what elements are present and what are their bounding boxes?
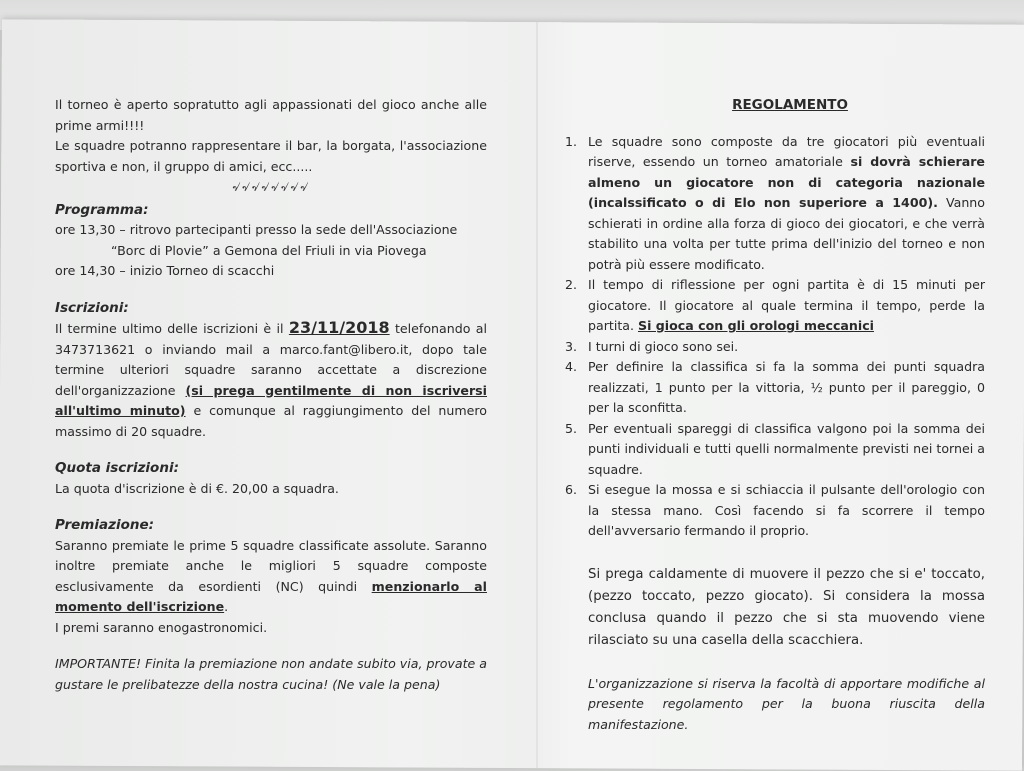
page-fold: [536, 22, 538, 768]
rule-text: Il tempo di riflessione per ogni partita è di 15 minuti per giocatore. Il giocatore al quale termina il tempo, perde la partita.: [588, 277, 985, 333]
iscrizioni-part-2: telefonando al 3473713621 o inviando mail a marco.fant@libero.it, dopo tale termine ulteriori squadre saranno accettate a discrezione dell'organizzazione: [55, 321, 487, 398]
programma-line-2: “Borc di Plovie” a Gemona del Friuli in via Piovega: [111, 242, 427, 258]
iscrizioni-deadline-date: 23/11/2018: [288, 318, 390, 337]
rule-text: I turni di gioco sono sei.: [588, 338, 739, 354]
iscrizioni-text: [55, 318, 487, 442]
rule-item: [565, 480, 985, 542]
iscrizioni-part-4: e comunque al raggiungimento del numero massimo di 20 squadre.: [55, 403, 487, 439]
intro-line-2: Le squadre potranno rappresentare il bar, la borgata, l'associazione sportiva e non, il gruppo di amici, ecc.....: [55, 138, 487, 174]
right-column: [565, 95, 985, 735]
rule-number: 6.: [565, 482, 578, 497]
programma-line-3: ore 14,30 – inizio Torneo di scacchi: [55, 263, 275, 278]
rule-text: Per eventuali spareggi di classifica valgono poi la somma dei punti individuali e tutti quelli normalmente previsti nei tornei a squadre.: [588, 420, 985, 477]
importante-note: IMPORTANTE! Finita la premiazione non andate subito via, provate a gustare le prelibatezze della nostra cucina! (Ne vale la pena): [55, 656, 487, 692]
rule-emphasis: si dovrà schierare almeno un giocatore non di categoria nazionale (incalssificato o di Elo non superiore a 1400).: [588, 154, 985, 210]
quota-heading: Quota iscrizioni:: [55, 460, 179, 476]
programma-heading: Programma:: [55, 201, 149, 218]
premiazione-mention: menzionarlo al momento dell'iscrizione: [55, 578, 487, 614]
intro-line-1: Il torneo è aperto sopratutto agli appassionati del gioco anche alle prime armi!!!!: [55, 97, 487, 133]
rule-text: Si esegue la mossa e si schiaccia il pulsante dell'orologio con la stessa mano. Così facendo si fa scorrere il tempo dell'avversario fermando il proprio.: [588, 482, 985, 538]
rule-item: [565, 357, 985, 419]
rule-number: 1.: [565, 133, 578, 149]
premiazione-text: [55, 536, 487, 618]
premiazione-heading: Premiazione:: [55, 517, 155, 533]
programma-line-1: ore 13,30 – ritrovo partecipanti presso la sede dell'Associazione: [55, 222, 458, 237]
regolamento-title: REGOLAMENTO: [732, 97, 848, 113]
rule-number: 4.: [565, 359, 578, 374]
rule-text: Le squadre sono composte da tre giocatori più eventuali riserve, essendo un torneo amatoriale: [588, 133, 985, 169]
rule-item: [565, 132, 985, 276]
rule-item: [565, 275, 985, 337]
touch-move-note: Si prega caldamente di muovere il pezzo che si e' toccato, (pezzo toccato, pezzo giocato). Si considera la mossa conclusa quando il pezzo che si sta muovendo viene rilasciato su una casella della scacchiera.: [588, 566, 985, 648]
organization-disclaimer: L'organizzazione si riserva la facoltà di apportare modifiche al presente regolamento per la buona riuscita della manifestazione.: [588, 675, 985, 732]
rule-number: 3.: [565, 338, 578, 354]
premiazione-part-1: Saranno premiate le prime 5 squadre classificate assolute. Saranno inoltre premiate anche le migliori 5 squadre composte esclusivamente da esordienti (NC) quindi: [55, 537, 487, 594]
rule-item: [565, 337, 985, 358]
rule-emphasis: Si gioca con gli orologi meccanici: [638, 318, 874, 333]
quota-text: La quota d'iscrizione è di €. 20,00 a squadra.: [55, 480, 339, 496]
iscrizioni-request: (si prega gentilmente di non iscriversi all'ultimo minuto): [55, 382, 487, 418]
left-column: [55, 95, 487, 695]
premiazione-period: .: [224, 599, 229, 614]
rule-number: 5.: [565, 420, 578, 436]
iscrizioni-heading: Iscrizioni:: [55, 299, 129, 316]
premiazione-prizes: I premi saranno enogastronomici.: [55, 619, 268, 635]
rule-item: [565, 419, 985, 481]
ornament-divider: ৵৵৵৵৵৵৵৵: [232, 179, 310, 195]
rules-list: [565, 132, 985, 542]
rule-text-cont: Vanno schierati in ordine alla forza di gioco dei giocatori, e che verrà stabilito una volta per tutte prima dell'inizio del torneo e non potrà più essere modificato.: [588, 195, 985, 272]
iscrizioni-part-1: Il termine ultimo delle iscrizioni è il: [55, 321, 284, 336]
rule-text: Per definire la classifica si fa la somma dei punti squadra realizzati, 1 punto per la vittoria, ½ punto per il pareggio, 0 per la sconfitta.: [588, 359, 985, 415]
rule-number: 2.: [565, 277, 578, 292]
